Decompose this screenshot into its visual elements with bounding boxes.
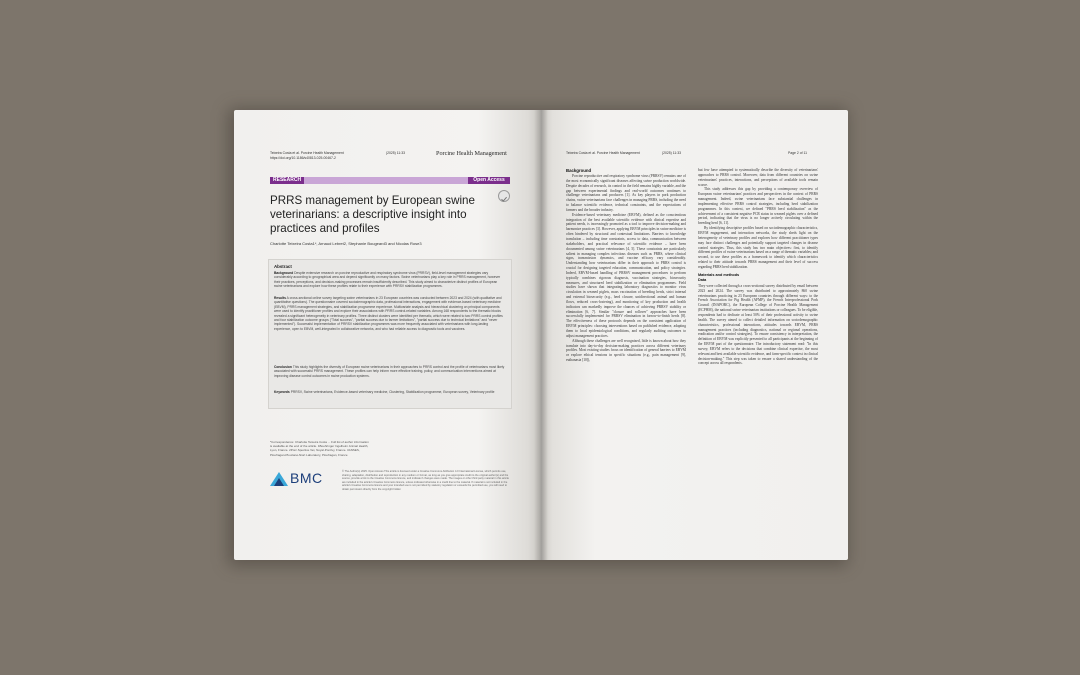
open-journal [234, 110, 848, 560]
research-badge: RESEARCH [270, 177, 304, 184]
right-header-year: (2025) 11:33 [662, 151, 681, 155]
body-paragraph: They were collected through a cross-sectional survey distributed by email between 2023 and 2024. The survey was distributed to approximately 860 swine veterinarians practicing in 23 European countries through different ways: to the French Association for Pig Health (AFMP), the French Interprofessional Pork Council (INAPORC), the European College of Porcine Health Management (ECPHM), the national swine veterinarian institutions or colleagues. To be eligible, respondents had to dedicate at least 50% of their professional activity to swine health. The survey aimed to collect detailed information on sociodemographic characteristics, professional interactions, attitudes towards EBVM, PRRS management practices (including diagnostics, national or regional operations, eradication and/or control strategies). To ensure consistency in interpretation, the definition of EBVM was explicitly presented to all participants at the beginning of the EBVM part of the questionnaire. The introductory statement read: "In this survey, EBVM refers to the decisions that combine clinical expertise, the most relevant and best available scientific evidence, and farm-specific context in clinical decision-making." This step was taken to ensure a shared understanding of the concept across all respondents. [698, 283, 818, 366]
body-paragraph: Although these challenges are well recognized, little is known about how they translate into day-to-day decision-making practices across different veterinary profiles. Most existing studies focus on identification of general barriers to EBVM or explore ethical tensions in specific situations (e.g., pain management [9], euthanasia [10]), [566, 338, 686, 363]
keywords-text: PRRSV, Swine veterinarians, Evidence-based veterinary medicine, Clustering, Stabilization programme, European survey, Veterinary profile [290, 390, 495, 394]
check-for-updates-icon [498, 190, 510, 202]
results-text: A cross-sectional online survey targeting swine veterinarians in 23 European countries was conducted between 2023 and 2024 (with qualitative and quantitative questions). The questionnaire covered sociodemographic data, professional interactions, engagement with evidence-based veterinary medicine (EBVM), PRRS management strategies, and stabilization programme experience. Multivariate analysis and hierarchical clustering on principal components were used to identify practitioner profiles and explore their associations with PRRS control-related variables. Among 168 respondents to the thematic blocks revealed a significant heterogeneity in veterinary profiles. Three distinct clusters were identified per thematic, which were related to two PRRS control profiles and four stabilization outcome groups ("Total success", "partial success due to farmer limitations", "partial success due to technical limitations" and "never implemented"). Successful implementation of PRRSV stabilization programmes was more frequently associated with veterinarians with long-lasting experience, open to EBVM, well-integrated in collaborative networks, and who had reliable access to diagnostic tools and vaccines. [274, 296, 503, 331]
body-paragraph: Porcine reproductive and respiratory syndrome virus (PRRSV) remains one of the most economically significant diseases affecting swine production worldwide. Despite decades of research, its control in the field remains highly variable, and the gap between experimental findings and real-world outcomes continues to challenge veterinarians and producers [1]. As key players in pork production chains, swine veterinarians face challenges in managing PRRS, including the need to balance scientific evidence, technical constraints, and the expectations of farmers and the broader industry. [566, 174, 686, 212]
abstract-background [274, 271, 506, 289]
body-paragraph: Evidence-based veterinary medicine (EBVM), defined as the conscientious integration of the best available scientific evidence with clinical expertise and patient needs, is increasingly promoted as a tool to improve decision-making and harmonize practices [3]. However, applying EBVM principles in swine medicine is often hindered by structural and contextual limitations. Barriers to knowledge translation – including time constraints, access to data, communication between stakeholders, and practical relevance of scientific evidence – have been documented among swine veterinarians [4, 5]. These constraints are particularly salient in managing complex infectious diseases such as PRRS, where clinical signs, transmission dynamics, and vaccine efficacy vary considerably. Understanding how veterinarians differ in their approach to PRRS control is crucial for designing targeted education, communication, and policy strategies. Indeed, EBVM-based handling of PRRSV management procedures to perform typically combines rigorous diagnosis, vaccination strategies, biosecurity measures, and structured herd stabilization or elimination programmes. Field studies have shown that integrating laboratory diagnostics to monitor virus circulation in weaned piglets, mass vaccination of breeding herds, strict internal and external biosecurity (e.g., herd closure, unidirectional animal and human flows, reduced cross-fostering), and monitoring of key production and health indicators can markedly improve the chances of achieving PRRSV stability or elimination [6, 7]. Similar "closure and rollover" approaches have been successfully implemented for PRRSV elimination in farrow-to-finish herds [8]. The effectiveness of these protocols depends on the consistent application of EBVM principles: choosing interventions based on published evidence, adapting them to local epidemiological conditions, and regularly auditing outcomes to adjust management practices. [566, 212, 686, 338]
article-title: PRRS management by European swine veterinarians: a descriptive insight into practices and profiles [270, 194, 475, 235]
background-heading: Background [566, 168, 592, 173]
bmc-logo [270, 470, 328, 486]
left-page-header [270, 151, 344, 160]
header-citation: Teixeira Costa et al. Porcine Health Management [270, 151, 344, 155]
results-label: Results [274, 296, 286, 300]
data-subheading: Data [698, 278, 707, 283]
license-text: © The Author(s) 2025. Open Access This article is licensed under a Creative Commons Attribution 4.0 International License, which permits use, sharing, adaptation, distribution and reproduction in any medium or format, as long as you give appropriate credit to the original author(s) and the source, provide a link to the Creative Commons licence, and indicate if changes were made. The images or other third party material in this article are included in the article's Creative Commons licence, unless indicated otherwise in a credit line to the material. If material is not included in the article's Creative Commons licence and your intended use is not permitted by statutory regulation or exceeds the permitted use, you will need to obtain permission directly from the copyright holder. [342, 470, 509, 491]
open-access-badge: Open Access [468, 177, 510, 184]
right-page [540, 110, 848, 560]
abstract-conclusion [274, 365, 506, 378]
abstract-results [274, 296, 506, 331]
text-column-1 [566, 168, 686, 363]
background-label: Background [274, 271, 294, 275]
book-spine [534, 110, 548, 560]
page-number: Page 2 of 11 [788, 151, 807, 155]
affiliations: *Correspondence: Charlotte Teixeira Costa ... Full list of author information is available at the end of the article. 1Boehringer Ingelheim Animal Health, Lyon, France. 2Porc.Spective Vet, Noyal-Pontivy, France. 3ANSES, Ploufragan-Plouzané-Niort Laboratory, Ploufragan, France [270, 440, 369, 457]
text-column-2 [698, 168, 818, 366]
bmc-logo-mark-icon [270, 470, 288, 486]
body-paragraph: This study addresses this gap by providing a contemporary overview of European swine veterinarians' practices and perspectives in the context of PRRS management. Indeed, swine veterinarians face substantial challenges in implementing effective PRRS control strategies, including herd stabilization programmes. In this context, we defined "PRRS herd stabilization" as the achievement of a consistent negative PCR status in weaned piglets over a defined period, indicating that the virus is no longer actively circulating within the breeding herd [6, 11]. [698, 187, 818, 226]
background-text: Despite extensive research on porcine reproductive and respiratory syndrome virus (PRRSV), field-level management strategies vary considerably according to geographical area and depend significantly on many factors. Swine veterinarians play a key role in PRRS management, however their practices, perceptions, and decision-making processes remain insufficiently described. This study aimed to characterize distinct profiles of European swine veterinarians and explore how these profiles relate to their experience with PRRSV stabilization programmes. [274, 271, 501, 289]
author-list: Charlotte Teixeira Costa1*, Arnaud Lebret2, Stephanie Bougeard3 and Nicolas Rose3 [270, 241, 422, 246]
keywords-label: Keywords [274, 390, 290, 394]
bmc-logo-text: BMC [290, 470, 323, 486]
left-page [234, 110, 540, 560]
right-header-citation: Teixeira Costa et al. Porcine Health Management [566, 151, 640, 155]
abstract-heading: Abstract [274, 264, 292, 269]
header-year: (2025) 11:33 [386, 151, 405, 155]
methods-heading: Materials and methods [698, 272, 740, 277]
journal-name: Porcine Health Management [436, 150, 507, 157]
conclusion-label: Conclusion [274, 365, 292, 369]
header-doi: https://doi.org/10.1186/s40813-025-00467-2 [270, 155, 336, 160]
body-paragraph: but few have attempted to systematically describe the diversity of veterinarians' approaches to PRRS control. Moreover, data from different countries on swine veterinarians' practices, interactions, and perceptions of available tools remain scarce. [698, 168, 818, 187]
abstract-box [268, 259, 512, 409]
abstract-keywords [274, 390, 506, 394]
body-paragraph: By identifying descriptive profiles based on sociodemographic characteristics, EBVM engagement, and interaction networks, the study sheds light on the heterogeneity of veterinary profiles and explores how different practitioner types may face distinct challenges and potentially support targeted changes in disease control strategies. Thus, this study has two main objectives: first, to identify different profiles of swine veterinarians based on a range of thematic variables; and second, to use these profiles as a framework to identify which characteristics related to their attitude towards PRRS management and their level of success regarding PRRS herd stabilization. [698, 226, 818, 269]
conclusion-text: This study highlights the diversity of European swine veterinarians in their approaches to PRRS control and the profile of veterinarians most likely associated with successful PRRS management. These profiles can help inform more effective training, policy, and communication interventions aimed at improving disease control outcomes in swine production systems. [274, 365, 505, 378]
